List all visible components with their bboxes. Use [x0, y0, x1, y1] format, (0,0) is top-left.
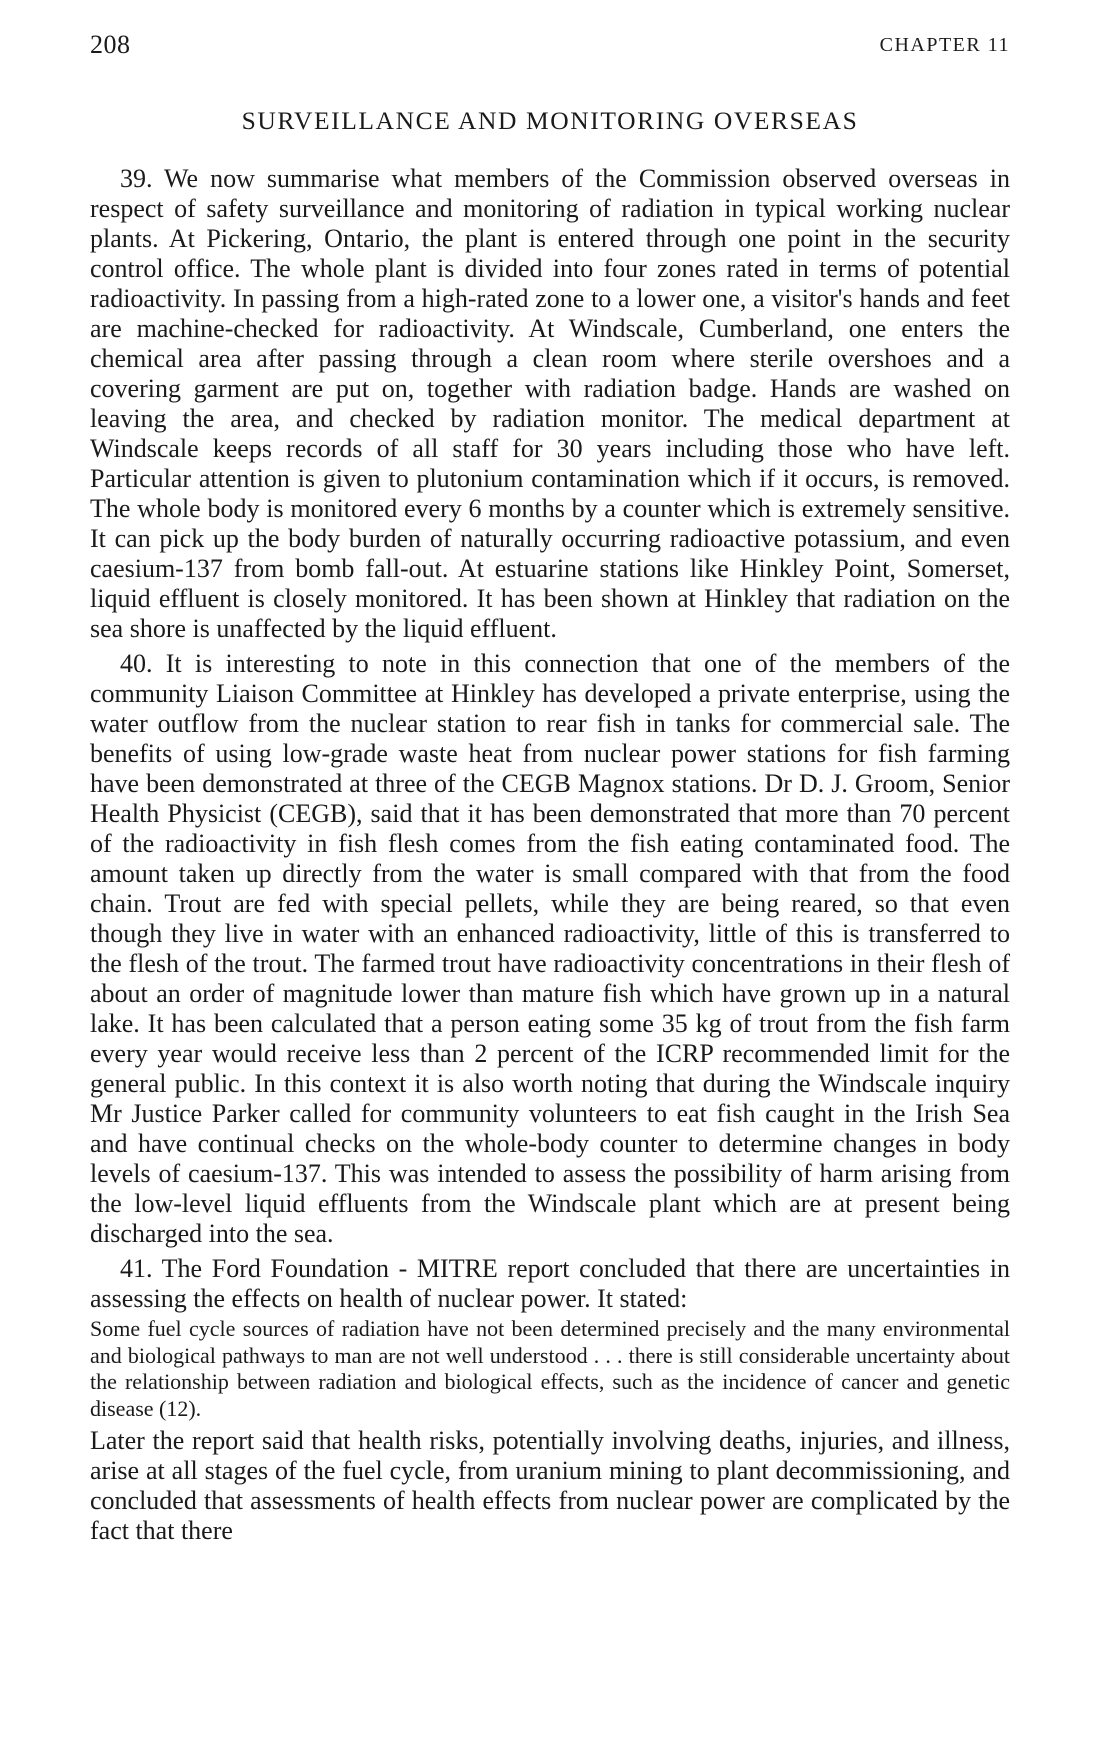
page-number: 208 [90, 30, 131, 59]
document-page [90, 0, 1010, 1738]
running-header [90, 30, 1010, 70]
block-quote: Some fuel cycle sources of radiation have not been determined precisely and the many environmental and biological pathways to man are not well understood . . . there is still considerable uncertainty about the relationship between radiation and biological effects, such as the incidence of cancer and genetic disease (12). [90, 1316, 1010, 1421]
paragraph-39: 39. We now summarise what members of the Commission observed overseas in respect of safety surveillance and monitoring of radiation in typical working nuclear plants. At Pickering, Ontario, the plant is entered through one point in the security control office. The whole plant is divided into four zones rated in terms of potential radioactivity. In passing from a high-rated zone to a lower one, a visitor's hands and feet are machine-checked for radioactivity. At Windscale, Cumberland, one enters the chemical area after passing through a clean room where sterile overshoes and a covering garment are put on, together with radiation badge. Hands are washed on leaving the area, and checked by radiation monitor. The medical department at Windscale keeps records of all staff for 30 years including those who have left. Particular attention is given to plutonium contamination which if it occurs, is removed. The whole body is monitored every 6 months by a counter which is extremely sensitive. It can pick up the body burden of naturally occurring radioactive potassium, and even caesium-137 from bomb fall-out. At estuarine stations like Hinkley Point, Somerset, liquid effluent is closely monitored. It has been shown at Hinkley that radiation on the sea shore is unaffected by the liquid effluent. [90, 164, 1010, 643]
section-heading: SURVEILLANCE AND MONITORING OVERSEAS [241, 106, 859, 135]
chapter-label: CHAPTER 11 [879, 34, 1010, 56]
body-text [90, 164, 1010, 1546]
paragraph-41: 41. The Ford Foundation - MITRE report concluded that there are uncertainties in assessing the effects on health of nuclear power. It stated: [90, 1254, 1010, 1313]
paragraph-40: 40. It is interesting to note in this connection that one of the members of the community Liaison Committee at Hinkley has developed a private enterprise, using the water outflow from the nuclear station to rear fish in tanks for commercial sale. The benefits of using low-grade waste heat from nuclear power stations for fish farming have been demonstrated at three of the CEGB Magnox stations. Dr D. J. Groom, Senior Health Physicist (CEGB), said that it has been demonstrated that more than 70 percent of the radioactivity in fish flesh comes from the fish eating contaminated food. The amount taken up directly from the water is small compared with that from the food chain. Trout are fed with special pellets, while they are being reared, so that even though they live in water with an enhanced radioactivity, little of this is transferred to the flesh of the trout. The farmed trout have radioactivity concentrations in their flesh of about an order of magnitude lower than mature fish which have grown up in a natural lake. It has been calculated that a person eating some 35 kg of trout from the fish farm every year would receive less than 2 percent of the ICRP recommended limit for the general public. In this context it is also worth noting that during the Windscale inquiry Mr Justice Parker called for community volunteers to eat fish caught in the Irish Sea and have continual checks on the whole-body counter to determine changes in body levels of caesium-137. This was intended to assess the possibility of harm arising from the low-level liquid effluents from the Windscale plant which are at present being discharged into the sea. [90, 649, 1010, 1248]
paragraph-after-quote: Later the report said that health risks, potentially involving deaths, injuries, and illness, arise at all stages of the fuel cycle, from uranium mining to plant decommissioning, and concluded that assessments of health effects from nuclear power are complicated by the fact that there [90, 1426, 1010, 1545]
